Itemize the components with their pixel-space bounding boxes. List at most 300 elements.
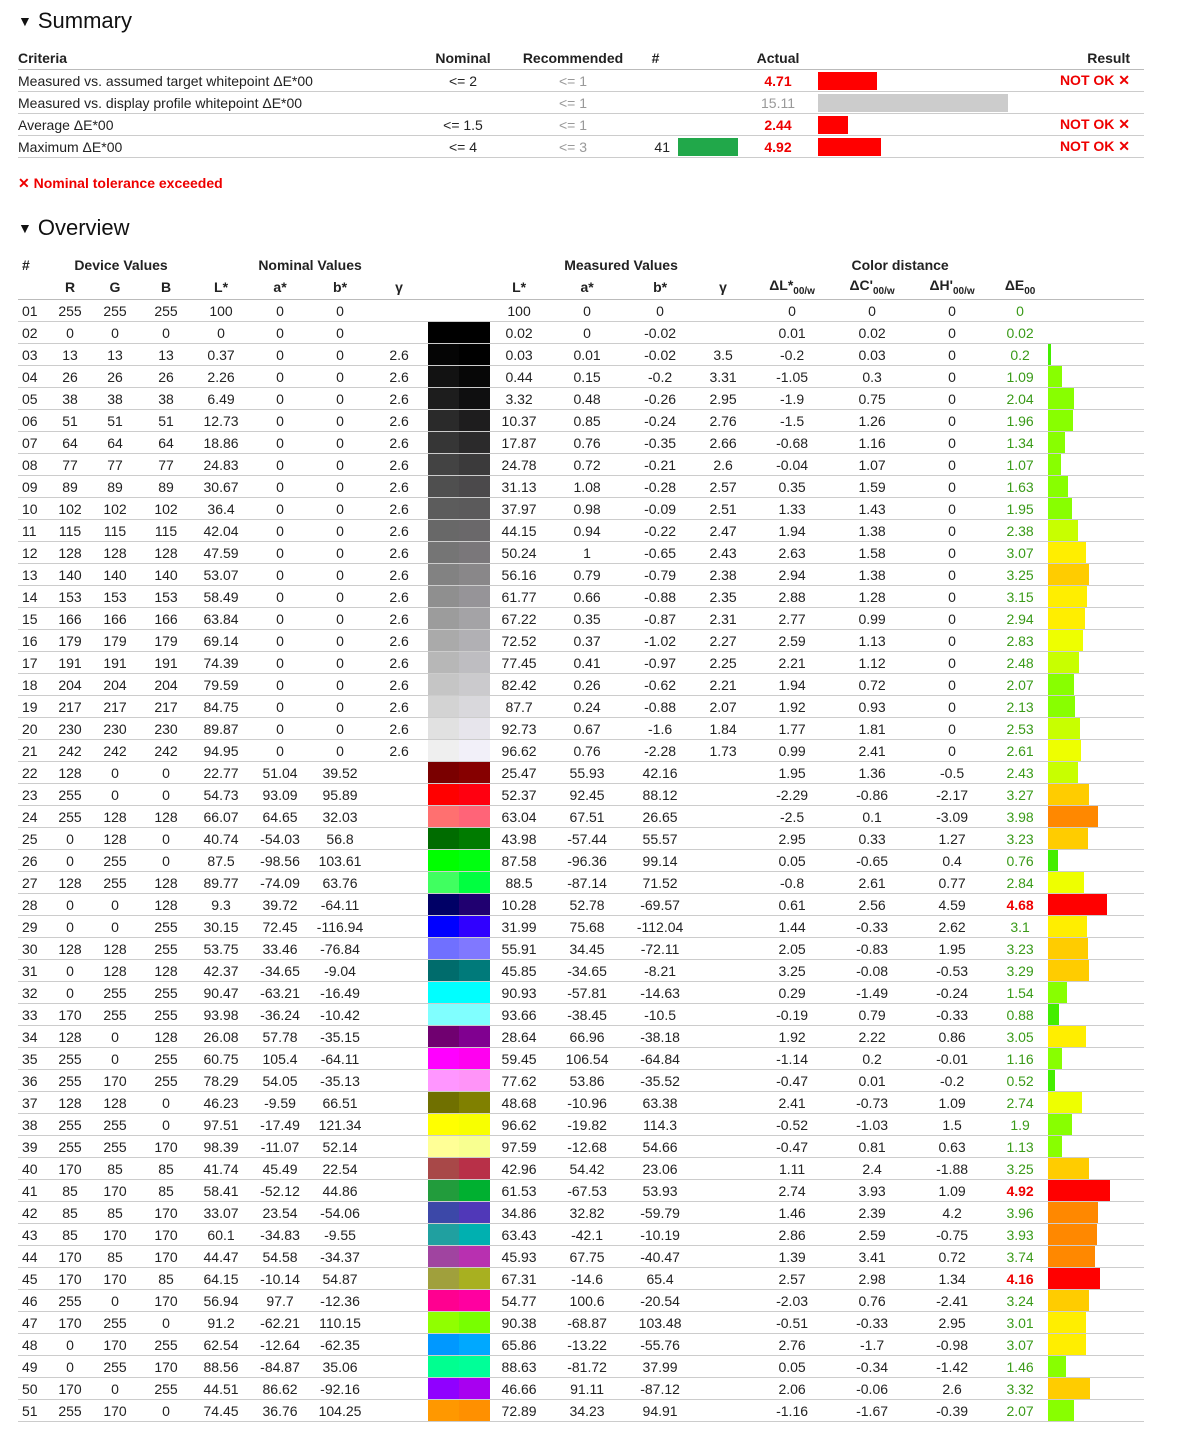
delta-e-bar-cell [1048, 476, 1144, 498]
device-g-header: G [90, 275, 140, 300]
index-cell: 23 [18, 784, 50, 806]
nominal-l-cell: 42.37 [192, 960, 250, 982]
index-cell: 47 [18, 1312, 50, 1334]
nominal-b-cell: 0 [310, 674, 370, 696]
index-cell: 49 [18, 1356, 50, 1378]
device-g-cell: 13 [90, 344, 140, 366]
device-g-cell: 255 [90, 850, 140, 872]
device-g-cell: 255 [90, 1356, 140, 1378]
delta-e-cell: 3.15 [992, 586, 1048, 608]
table-row [18, 1312, 1144, 1334]
nominal-l-cell: 63.84 [192, 608, 250, 630]
device-g-cell: 0 [90, 1290, 140, 1312]
device-b-cell: 255 [140, 1070, 192, 1092]
nominal-gamma-cell: 2.6 [370, 542, 428, 564]
nominal-a-cell: 57.78 [250, 1026, 310, 1048]
delta-h-cell: 0.77 [912, 872, 992, 894]
delta-e-bar [1048, 1158, 1089, 1179]
measured-swatch [459, 1334, 490, 1355]
delta-e-bar [1048, 630, 1083, 651]
device-r-cell: 170 [50, 1312, 90, 1334]
table-row [18, 1136, 1144, 1158]
summary-row [18, 70, 1144, 92]
nominal-swatch [428, 828, 459, 849]
color-swatch [428, 1114, 490, 1136]
device-g-cell: 128 [90, 1092, 140, 1114]
delta-l-cell: 2.63 [752, 542, 832, 564]
delta-e-bar-cell [1048, 1202, 1144, 1224]
delta-e-cell: 3.25 [992, 1158, 1048, 1180]
nominal-swatch [428, 564, 459, 585]
delta-c-cell: 2.59 [832, 1224, 912, 1246]
device-r-cell: 170 [50, 1158, 90, 1180]
color-swatch [428, 1048, 490, 1070]
delta-e-bar-cell [1048, 1268, 1144, 1290]
delta-e-bar [1048, 454, 1061, 475]
device-b-cell: 38 [140, 388, 192, 410]
table-row [18, 366, 1144, 388]
device-b-cell: 0 [140, 1400, 192, 1422]
measured-a-cell: -10.96 [548, 1092, 626, 1114]
device-r-cell: 255 [50, 1070, 90, 1092]
device-r-cell: 255 [50, 1114, 90, 1136]
nominal-a-cell: -62.21 [250, 1312, 310, 1334]
delta-l-cell: -0.04 [752, 454, 832, 476]
device-r-cell: 51 [50, 410, 90, 432]
measured-b-cell: 114.3 [626, 1114, 694, 1136]
nominal-gamma-cell [370, 322, 428, 344]
delta-e-bar [1048, 1378, 1090, 1399]
index-cell: 46 [18, 1290, 50, 1312]
index-cell: 07 [18, 432, 50, 454]
nominal-l-cell: 84.75 [192, 696, 250, 718]
measured-a-cell: 0.66 [548, 586, 626, 608]
measured-b-cell: -87.12 [626, 1378, 694, 1400]
measured-a-cell: 54.42 [548, 1158, 626, 1180]
device-g-cell: 255 [90, 1114, 140, 1136]
measured-l-cell: 54.77 [490, 1290, 548, 1312]
measured-b-cell: 99.14 [626, 850, 694, 872]
actual-bar [818, 94, 1008, 112]
measured-l-cell: 56.16 [490, 564, 548, 586]
index-cell: 28 [18, 894, 50, 916]
count-cell: 41 [633, 136, 678, 158]
nominal-a-cell: -11.07 [250, 1136, 310, 1158]
delta-h-cell: 0 [912, 630, 992, 652]
device-b-cell: 170 [140, 1246, 192, 1268]
measured-l-cell: 25.47 [490, 762, 548, 784]
delta-e-bar-cell [1048, 784, 1144, 806]
delta-e-bar [1048, 1048, 1062, 1069]
delta-h-cell: 0 [912, 674, 992, 696]
device-b-cell: 170 [140, 1136, 192, 1158]
device-g-cell: 170 [90, 1180, 140, 1202]
nominal-swatch [428, 696, 459, 717]
count-cell [633, 92, 678, 114]
nominal-a-cell: -34.65 [250, 960, 310, 982]
delta-e-bar [1048, 1004, 1059, 1025]
color-swatch [428, 410, 490, 432]
actual-bar-cell [818, 92, 1018, 114]
result-header: Result [1018, 47, 1144, 70]
delta-e-cell: 1.96 [992, 410, 1048, 432]
device-r-cell: 115 [50, 520, 90, 542]
delta-e-cell: 3.23 [992, 828, 1048, 850]
delta-c-cell: 1.28 [832, 586, 912, 608]
nominal-a-cell: 0 [250, 322, 310, 344]
delta-e-bar [1048, 740, 1081, 761]
delta-c-cell: 2.22 [832, 1026, 912, 1048]
table-row [18, 784, 1144, 806]
delta-e-cell: 2.04 [992, 388, 1048, 410]
measured-gamma-cell: 3.5 [694, 344, 752, 366]
device-r-cell: 255 [50, 1290, 90, 1312]
nominal-b-cell: 0 [310, 498, 370, 520]
result-cell: NOT OK ✕ [1018, 136, 1144, 158]
count-bar-cell [678, 136, 738, 158]
nominal-a-cell: 51.04 [250, 762, 310, 784]
index-cell: 43 [18, 1224, 50, 1246]
nominal-l-cell: 0.37 [192, 344, 250, 366]
nominal-swatch [428, 1070, 459, 1091]
measured-gamma-cell [694, 1092, 752, 1114]
measured-gamma-cell: 2.35 [694, 586, 752, 608]
measured-gamma-cell [694, 1224, 752, 1246]
nominal-a-cell: 86.62 [250, 1378, 310, 1400]
device-r-cell: 0 [50, 322, 90, 344]
nominal-swatch [428, 542, 459, 563]
device-g-cell: 230 [90, 718, 140, 740]
measured-l-cell: 67.31 [490, 1268, 548, 1290]
table-row [18, 432, 1144, 454]
nominal-cell: <= 2 [413, 70, 513, 92]
delta-c-cell: -0.86 [832, 784, 912, 806]
color-swatch [428, 652, 490, 674]
delta-e-bar-cell [1048, 1356, 1144, 1378]
nominal-gamma-cell [370, 1048, 428, 1070]
delta-l-cell: -2.03 [752, 1290, 832, 1312]
table-row [18, 454, 1144, 476]
nominal-swatch [428, 938, 459, 959]
device-r-cell: 85 [50, 1202, 90, 1224]
nominal-l-cell: 54.73 [192, 784, 250, 806]
index-cell: 02 [18, 322, 50, 344]
measured-a-cell: 1 [548, 542, 626, 564]
measured-a-cell: 0.76 [548, 740, 626, 762]
nominal-swatch [428, 872, 459, 893]
color-swatch [428, 960, 490, 982]
measured-l-cell: 96.62 [490, 740, 548, 762]
device-b-cell: 242 [140, 740, 192, 762]
device-r-cell: 166 [50, 608, 90, 630]
color-swatch [428, 608, 490, 630]
device-g-cell: 26 [90, 366, 140, 388]
nominal-swatch [428, 586, 459, 607]
collapse-triangle-icon: ▼ [18, 220, 32, 236]
delta-e-bar-cell [1048, 1400, 1144, 1422]
measured-gamma-cell: 2.31 [694, 608, 752, 630]
color-swatch [428, 322, 490, 344]
nominal-a-cell: -12.64 [250, 1334, 310, 1356]
delta-e-cell: 0.02 [992, 322, 1048, 344]
result-cell: NOT OK ✕ [1018, 114, 1144, 136]
delta-c-cell: 0.79 [832, 1004, 912, 1026]
device-r-cell: 0 [50, 828, 90, 850]
delta-e-bar-cell [1048, 1004, 1144, 1026]
measured-swatch [459, 432, 490, 453]
measured-l-header: L* [490, 275, 548, 300]
device-b-cell: 0 [140, 322, 192, 344]
nominal-swatch [428, 498, 459, 519]
measured-a-cell: 0.41 [548, 652, 626, 674]
measured-gamma-cell [694, 762, 752, 784]
table-row [18, 1114, 1144, 1136]
nominal-l-cell: 97.51 [192, 1114, 250, 1136]
measured-b-cell: -55.76 [626, 1334, 694, 1356]
device-g-cell: 38 [90, 388, 140, 410]
index-cell: 14 [18, 586, 50, 608]
nominal-swatch [428, 784, 459, 805]
measured-b-cell: 42.16 [626, 762, 694, 784]
measured-b-cell: -0.09 [626, 498, 694, 520]
nominal-a-cell: 0 [250, 410, 310, 432]
measured-l-cell: 45.93 [490, 1246, 548, 1268]
device-r-cell: 255 [50, 1136, 90, 1158]
measured-swatch [459, 828, 490, 849]
delta-e-bar-cell [1048, 542, 1144, 564]
measured-b-cell: -72.11 [626, 938, 694, 960]
measured-gamma-cell [694, 1026, 752, 1048]
delta-c-cell: 1.13 [832, 630, 912, 652]
measured-swatch [459, 476, 490, 497]
measured-gamma-cell [694, 1070, 752, 1092]
measured-a-cell: 34.23 [548, 1400, 626, 1422]
delta-e-cell: 3.74 [992, 1246, 1048, 1268]
measured-b-cell: 26.65 [626, 806, 694, 828]
delta-e-cell: 2.07 [992, 1400, 1048, 1422]
delta-e-bar-cell [1048, 696, 1144, 718]
measured-l-cell: 0.03 [490, 344, 548, 366]
delta-e-bar-cell [1048, 498, 1144, 520]
delta-e-bar [1048, 894, 1107, 915]
device-r-cell: 85 [50, 1180, 90, 1202]
table-row [18, 564, 1144, 586]
nominal-swatch [428, 762, 459, 783]
nominal-l-cell: 41.74 [192, 1158, 250, 1180]
measured-gamma-cell: 2.43 [694, 542, 752, 564]
nominal-gamma-cell: 2.6 [370, 432, 428, 454]
nominal-swatch [428, 1048, 459, 1069]
nominal-b-cell: 95.89 [310, 784, 370, 806]
delta-e-cell: 0 [992, 300, 1048, 322]
measured-l-cell: 82.42 [490, 674, 548, 696]
nominal-b-cell: 0 [310, 696, 370, 718]
nominal-l-cell: 93.98 [192, 1004, 250, 1026]
color-swatch [428, 1334, 490, 1356]
device-b-cell: 128 [140, 806, 192, 828]
index-cell: 11 [18, 520, 50, 542]
delta-e-cell: 0.52 [992, 1070, 1048, 1092]
delta-e-bar [1048, 1246, 1095, 1267]
device-g-cell: 85 [90, 1246, 140, 1268]
measured-l-cell: 92.73 [490, 718, 548, 740]
delta-l-cell: 1.77 [752, 718, 832, 740]
device-b-cell: 255 [140, 1004, 192, 1026]
device-r-cell: 13 [50, 344, 90, 366]
measured-gamma-cell: 1.73 [694, 740, 752, 762]
measured-b-cell: -0.26 [626, 388, 694, 410]
nominal-b-cell: 0 [310, 542, 370, 564]
delta-c-cell: 0.33 [832, 828, 912, 850]
table-row [18, 894, 1144, 916]
table-row [18, 322, 1144, 344]
table-row [18, 1334, 1144, 1356]
measured-gamma-cell: 2.51 [694, 498, 752, 520]
nominal-a-cell: 0 [250, 344, 310, 366]
measured-b-cell: -20.54 [626, 1290, 694, 1312]
nominal-gamma-cell [370, 1070, 428, 1092]
nominal-b-cell: 0 [310, 652, 370, 674]
measured-swatch [459, 982, 490, 1003]
nominal-swatch [428, 1334, 459, 1355]
nominal-a-cell: 0 [250, 740, 310, 762]
nominal-gamma-cell: 2.6 [370, 520, 428, 542]
nominal-gamma-cell [370, 894, 428, 916]
measured-b-header: b* [626, 275, 694, 300]
delta-l-cell: 2.59 [752, 630, 832, 652]
device-b-cell: 217 [140, 696, 192, 718]
delta-e-bar [1048, 1356, 1066, 1377]
nominal-a-cell: -63.21 [250, 982, 310, 1004]
nominal-l-cell: 36.4 [192, 498, 250, 520]
count-cell [633, 70, 678, 92]
nominal-b-cell: -16.49 [310, 982, 370, 1004]
table-row [18, 1048, 1144, 1070]
nominal-gamma-cell [370, 1312, 428, 1334]
measured-l-cell: 31.13 [490, 476, 548, 498]
device-g-cell: 85 [90, 1158, 140, 1180]
overview-heading[interactable] [18, 215, 130, 241]
delta-e-bar-cell [1048, 1026, 1144, 1048]
nominal-swatch [428, 322, 459, 343]
color-swatch [428, 762, 490, 784]
delta-l-cell: 0.01 [752, 322, 832, 344]
measured-l-cell: 10.28 [490, 894, 548, 916]
measured-values-header: Measured Values [564, 257, 678, 273]
device-b-cell: 255 [140, 916, 192, 938]
measured-b-cell: 71.52 [626, 872, 694, 894]
device-b-cell: 170 [140, 1224, 192, 1246]
device-b-cell: 0 [140, 1312, 192, 1334]
nominal-swatch [428, 476, 459, 497]
measured-swatch [459, 762, 490, 783]
measured-swatch [459, 1004, 490, 1025]
criteria-cell: Maximum ΔE*00 [18, 136, 413, 158]
device-g-cell: 115 [90, 520, 140, 542]
nominal-l-cell: 44.47 [192, 1246, 250, 1268]
delta-l-cell: -0.47 [752, 1070, 832, 1092]
nominal-l-cell: 74.39 [192, 652, 250, 674]
measured-l-cell: 31.99 [490, 916, 548, 938]
table-row [18, 872, 1144, 894]
delta-l-header: $\Delta L*_{00/w}$ [752, 275, 832, 300]
device-g-cell: 179 [90, 630, 140, 652]
table-row [18, 586, 1144, 608]
nominal-swatch [428, 410, 459, 431]
delta-e-bar [1048, 674, 1074, 695]
measured-swatch [459, 718, 490, 739]
nominal-l-cell: 60.75 [192, 1048, 250, 1070]
device-r-cell: 38 [50, 388, 90, 410]
nominal-swatch [428, 520, 459, 541]
color-swatch [428, 1070, 490, 1092]
nominal-l-cell: 2.26 [192, 366, 250, 388]
index-cell: 17 [18, 652, 50, 674]
index-cell: 16 [18, 630, 50, 652]
nominal-l-cell: 100 [192, 300, 250, 322]
device-g-cell: 255 [90, 872, 140, 894]
device-g-cell: 170 [90, 1334, 140, 1356]
nominal-gamma-cell [370, 1268, 428, 1290]
nominal-b-cell: -64.11 [310, 894, 370, 916]
nominal-gamma-cell: 2.6 [370, 388, 428, 410]
delta-e-cell: 4.92 [992, 1180, 1048, 1202]
index-cell: 24 [18, 806, 50, 828]
measured-swatch [459, 388, 490, 409]
table-row [18, 696, 1144, 718]
delta-c-cell: 3.93 [832, 1180, 912, 1202]
delta-e-bar-cell [1048, 806, 1144, 828]
nominal-l-cell: 79.59 [192, 674, 250, 696]
delta-e-bar [1048, 806, 1098, 827]
nominal-gamma-cell: 2.6 [370, 410, 428, 432]
measured-b-cell: -0.87 [626, 608, 694, 630]
delta-e-cell: 2.61 [992, 740, 1048, 762]
delta-e-bar [1048, 1268, 1100, 1289]
color-swatch [428, 872, 490, 894]
table-row [18, 982, 1144, 1004]
color-swatch [428, 476, 490, 498]
delta-e-bar [1048, 1026, 1086, 1047]
delta-l-cell: 3.25 [752, 960, 832, 982]
nominal-cell: <= 1.5 [413, 114, 513, 136]
device-b-cell: 166 [140, 608, 192, 630]
delta-c-cell: 0.75 [832, 388, 912, 410]
device-b-cell: 140 [140, 564, 192, 586]
delta-c-cell: -1.03 [832, 1114, 912, 1136]
measured-b-cell: -1.6 [626, 718, 694, 740]
nominal-b-cell: 63.76 [310, 872, 370, 894]
summary-heading[interactable] [18, 8, 132, 34]
index-cell: 21 [18, 740, 50, 762]
nominal-l-cell: 0 [192, 322, 250, 344]
table-row [18, 1070, 1144, 1092]
index-cell: 29 [18, 916, 50, 938]
color-swatch [428, 1312, 490, 1334]
measured-l-cell: 37.97 [490, 498, 548, 520]
table-row [18, 916, 1144, 938]
actual-bar [818, 116, 848, 134]
delta-e-cell: 4.16 [992, 1268, 1048, 1290]
measured-b-cell: -64.84 [626, 1048, 694, 1070]
nominal-l-cell: 22.77 [192, 762, 250, 784]
color-swatch [428, 696, 490, 718]
nominal-b-cell: 52.14 [310, 1136, 370, 1158]
device-g-cell: 140 [90, 564, 140, 586]
measured-b-cell: -40.47 [626, 1246, 694, 1268]
device-b-cell: 179 [140, 630, 192, 652]
delta-c-cell: -1.67 [832, 1400, 912, 1422]
